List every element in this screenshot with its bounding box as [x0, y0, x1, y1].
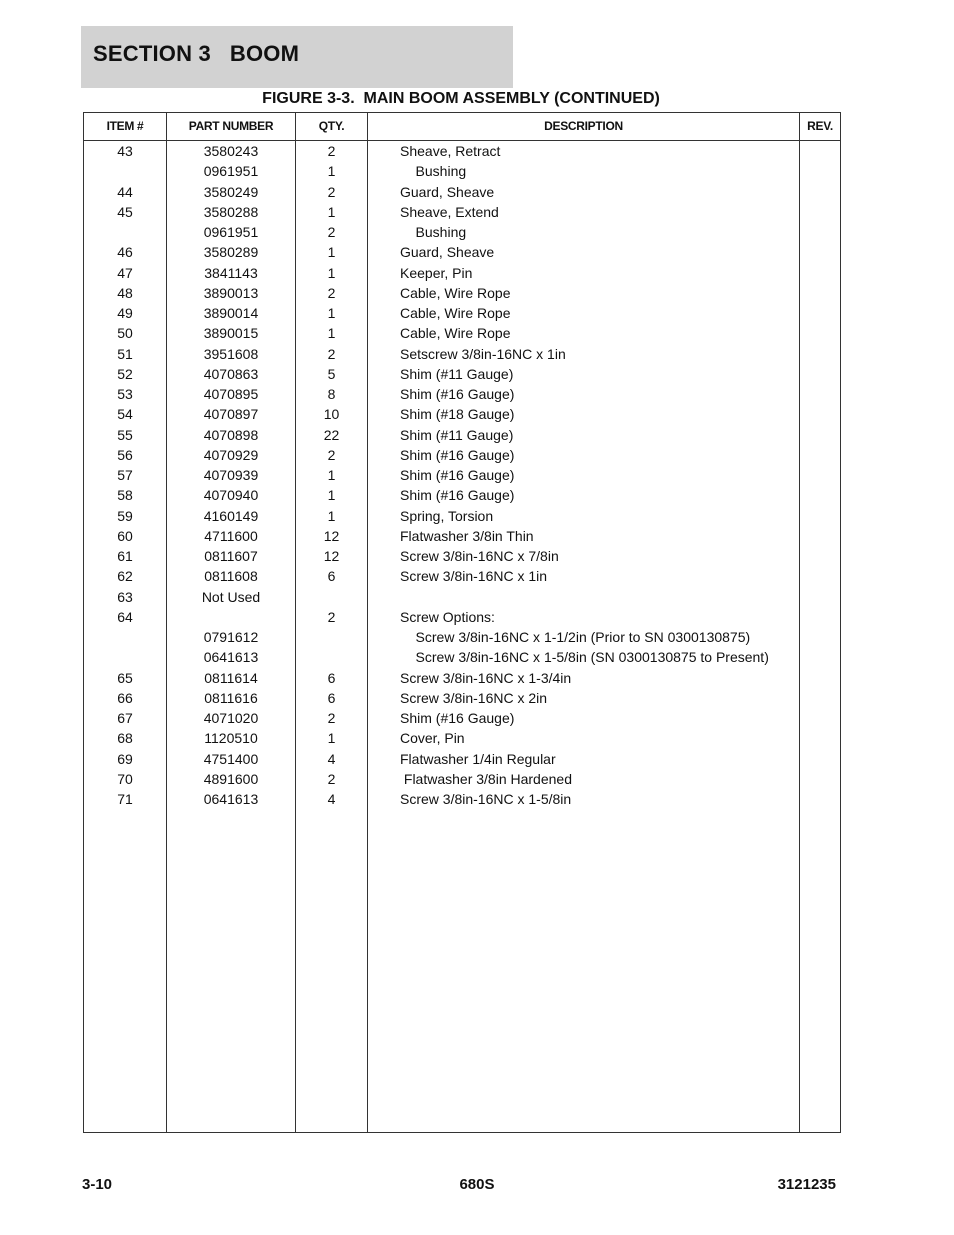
part-number-cell: 4160149: [203, 507, 259, 524]
part-number-cell: 1120510: [204, 730, 258, 747]
table-row: [84, 566, 840, 586]
item-number-cell: [84, 222, 166, 242]
description-cell: Screw 3/8in-16NC x 7/8in: [400, 548, 559, 564]
table-row: [84, 506, 840, 526]
table-row: [84, 303, 840, 323]
item-number-cell: [84, 647, 166, 667]
item-number-cell: 55: [117, 426, 133, 443]
table-row: [84, 364, 840, 384]
table-row: [84, 465, 840, 485]
description-cell: Setscrew 3/8in-16NC x 1in: [400, 345, 566, 362]
item-number-cell: 53: [117, 386, 133, 402]
quantity-cell: 1: [327, 467, 336, 483]
part-number-cell: 0811607: [204, 548, 258, 564]
quantity-cell: 2: [327, 284, 336, 301]
part-number-cell: 0811616: [204, 689, 258, 706]
description-cell: Cable, Wire Rope: [400, 284, 511, 301]
part-number-cell: 3580288: [203, 203, 259, 220]
part-number-cell: 4070895: [203, 386, 259, 402]
revision-cell: [800, 263, 840, 283]
revision-cell: [800, 425, 840, 445]
revision-cell: [800, 485, 840, 505]
part-number-cell: Not Used: [201, 588, 261, 605]
revision-cell: [800, 668, 840, 688]
revision-cell: [800, 506, 840, 526]
description-cell: Keeper, Pin: [400, 264, 473, 281]
quantity-cell: 2: [327, 710, 336, 726]
table-row: [84, 141, 840, 161]
part-number-cell: 0961951: [203, 163, 259, 180]
column-header-rev: REV.: [807, 119, 833, 133]
item-number-cell: 56: [117, 446, 133, 463]
revision-cell: [800, 688, 840, 708]
model-name: 680S: [459, 1176, 495, 1193]
description-cell: Shim (#16 Gauge): [400, 487, 515, 504]
quantity-cell: 10: [323, 406, 340, 423]
quantity-cell: 12: [323, 527, 340, 544]
item-number-cell: 67: [117, 710, 133, 726]
quantity-cell: 2: [327, 770, 336, 787]
part-number-cell: 0811614: [204, 669, 258, 686]
quantity-cell: 2: [327, 224, 336, 240]
description-cell: Bushing: [400, 163, 467, 180]
table-row: [84, 749, 840, 769]
description-cell: Guard, Sheave: [400, 244, 495, 261]
table-row: [84, 263, 840, 283]
description-cell: Screw 3/8in-16NC x 2in: [400, 689, 548, 706]
item-number-cell: 66: [117, 689, 133, 706]
item-number-cell: 50: [117, 325, 133, 342]
item-number-cell: [84, 161, 166, 181]
item-number-cell: 60: [117, 527, 133, 544]
item-number-cell: 49: [117, 305, 133, 321]
revision-cell: [800, 546, 840, 566]
description-cell: Flatwasher 1/4in Regular: [400, 750, 556, 767]
table-row: [84, 242, 840, 262]
description-cell: Flatwasher 3/8in Hardened: [400, 770, 572, 787]
quantity-cell: 2: [327, 446, 336, 463]
table-row: [84, 668, 840, 688]
item-number-cell: 45: [117, 203, 133, 220]
quantity-cell: [296, 647, 367, 667]
quantity-cell: 8: [327, 386, 336, 402]
quantity-cell: 6: [327, 689, 336, 706]
table-header: [84, 113, 840, 141]
quantity-cell: [296, 587, 367, 607]
revision-cell: [800, 566, 840, 586]
table-row: [84, 769, 840, 789]
description-cell: Screw 3/8in-16NC x 1-3/4in: [400, 669, 572, 686]
item-number-cell: 68: [117, 730, 133, 747]
column-header-item: ITEM #: [106, 119, 144, 133]
quantity-cell: 1: [327, 163, 336, 180]
item-number-cell: 58: [117, 487, 133, 504]
part-number-cell: 4070929: [203, 446, 259, 463]
description-cell: Shim (#16 Gauge): [400, 386, 515, 402]
revision-cell: [800, 141, 840, 161]
description-cell: Screw Options:: [400, 608, 495, 625]
column-header-part-number: PART NUMBER: [188, 119, 274, 133]
quantity-cell: 1: [327, 325, 336, 342]
description-cell: Shim (#11 Gauge): [400, 365, 514, 382]
quantity-cell: 2: [327, 143, 336, 159]
table-row: [84, 344, 840, 364]
item-number-cell: 71: [117, 791, 133, 807]
item-number-cell: 43: [117, 143, 133, 159]
description-cell: Screw 3/8in-16NC x 1in: [400, 568, 548, 585]
revision-cell: [800, 303, 840, 323]
parts-table: [83, 112, 841, 1133]
description-cell: [400, 587, 800, 607]
revision-cell: [800, 465, 840, 485]
revision-cell: [800, 607, 840, 627]
revision-cell: [800, 445, 840, 465]
part-number-cell: 4070897: [203, 406, 259, 423]
item-number-cell: 51: [117, 345, 133, 362]
quantity-cell: 5: [327, 365, 336, 382]
quantity-cell: 1: [327, 487, 336, 504]
item-number-cell: 44: [117, 183, 133, 200]
revision-cell: [800, 202, 840, 222]
revision-cell: [800, 789, 840, 809]
table-row: [84, 222, 840, 242]
description-cell: Bushing: [400, 224, 467, 240]
revision-cell: [800, 344, 840, 364]
quantity-cell: 4: [327, 750, 336, 767]
item-number-cell: 47: [117, 264, 133, 281]
description-cell: Shim (#16 Gauge): [400, 446, 515, 463]
item-number-cell: 63: [117, 588, 133, 605]
quantity-cell: 2: [327, 345, 336, 362]
table-row: [84, 283, 840, 303]
table-row: [84, 485, 840, 505]
part-number-cell: 0641613: [203, 649, 259, 666]
description-cell: Shim (#18 Gauge): [400, 406, 515, 423]
table-row: [84, 404, 840, 424]
column-header-description: DESCRIPTION: [544, 119, 623, 133]
part-number-cell: 3841143: [204, 264, 258, 281]
description-cell: Spring, Torsion: [400, 507, 494, 524]
part-number-cell: 0961951: [203, 224, 259, 240]
table-row: [84, 161, 840, 181]
part-number-cell: 3580249: [203, 183, 259, 200]
part-number-cell: 0641613: [203, 791, 259, 807]
description-cell: Sheave, Extend: [400, 203, 499, 220]
quantity-cell: 1: [327, 507, 336, 524]
description-cell: Cable, Wire Rope: [400, 305, 511, 321]
revision-cell: [800, 647, 840, 667]
revision-cell: [800, 769, 840, 789]
part-number-cell: 3580289: [203, 244, 259, 261]
description-cell: Shim (#16 Gauge): [400, 710, 515, 726]
quantity-cell: 1: [327, 244, 336, 261]
revision-cell: [800, 384, 840, 404]
part-number-cell: 4070863: [203, 365, 259, 382]
table-row: [84, 647, 840, 667]
table-row: [84, 202, 840, 222]
table-row: [84, 607, 840, 627]
revision-cell: [800, 526, 840, 546]
part-number-cell: 3890014: [203, 305, 259, 321]
item-number-cell: 54: [117, 406, 133, 423]
description-cell: Guard, Sheave: [400, 183, 495, 200]
table-row: [84, 587, 840, 607]
revision-cell: [800, 749, 840, 769]
quantity-cell: 2: [327, 183, 336, 200]
table-row: [84, 182, 840, 202]
table-row: [84, 627, 840, 647]
quantity-cell: 4: [327, 791, 336, 807]
part-number-cell: 3951608: [203, 345, 259, 362]
revision-cell: [800, 404, 840, 424]
description-cell: Shim (#16 Gauge): [400, 467, 515, 483]
quantity-cell: [296, 627, 367, 647]
description-cell: Screw 3/8in-16NC x 1-1/2in (Prior to SN 0300130875): [400, 629, 751, 645]
description-cell: Flatwasher 3/8in Thin: [400, 527, 534, 544]
quantity-cell: 2: [327, 608, 336, 625]
part-number-cell: 4070898: [203, 426, 259, 443]
item-number-cell: 59: [117, 507, 133, 524]
part-number-cell: 4071020: [203, 710, 259, 726]
part-number-cell: 4891600: [203, 770, 259, 787]
item-number-cell: 48: [117, 284, 133, 301]
quantity-cell: 1: [327, 264, 336, 281]
quantity-cell: 6: [327, 669, 336, 686]
column-header-qty: QTY.: [318, 119, 345, 133]
part-number-cell: [167, 607, 295, 627]
table-row: [84, 323, 840, 343]
page-number: 3-10: [82, 1176, 113, 1193]
quantity-cell: 12: [323, 548, 340, 564]
item-number-cell: 61: [117, 548, 133, 564]
item-number-cell: 64: [117, 608, 133, 625]
revision-cell: [800, 627, 840, 647]
table-row: [84, 425, 840, 445]
table-row: [84, 789, 840, 809]
part-number-cell: 3890015: [203, 325, 259, 342]
section-title: SECTION 3 BOOM: [93, 41, 300, 66]
item-number-cell: 69: [117, 750, 133, 767]
part-number-cell: 3580243: [203, 143, 259, 159]
item-number-cell: [84, 627, 166, 647]
item-number-cell: 70: [117, 770, 133, 787]
part-number-cell: 4070939: [203, 467, 259, 483]
part-number-cell: 0811608: [204, 568, 258, 585]
figure-title: FIGURE 3-3. MAIN BOOM ASSEMBLY (CONTINUED): [262, 90, 660, 107]
description-cell: Shim (#11 Gauge): [400, 426, 514, 443]
part-number-cell: 0791612: [203, 629, 259, 645]
description-cell: Cable, Wire Rope: [400, 325, 511, 342]
revision-cell: [800, 728, 840, 748]
table-row: [84, 688, 840, 708]
quantity-cell: 1: [327, 730, 336, 747]
revision-cell: [800, 587, 840, 607]
item-number-cell: 62: [117, 568, 133, 585]
table-row: [84, 384, 840, 404]
document-number: 3121235: [777, 1176, 836, 1193]
description-cell: Screw 3/8in-16NC x 1-5/8in (SN 0300130875 to Present): [400, 649, 769, 666]
revision-cell: [800, 161, 840, 181]
table-row: [84, 526, 840, 546]
description-cell: Screw 3/8in-16NC x 1-5/8in: [400, 791, 572, 807]
item-number-cell: 46: [117, 244, 133, 261]
description-cell: Cover, Pin: [400, 730, 465, 747]
revision-cell: [800, 283, 840, 303]
description-cell: Sheave, Retract: [400, 143, 501, 159]
section-banner: [81, 26, 513, 88]
revision-cell: [800, 364, 840, 384]
revision-cell: [800, 182, 840, 202]
quantity-cell: 6: [327, 568, 336, 585]
part-number-cell: 3890013: [203, 284, 259, 301]
quantity-cell: 22: [323, 426, 340, 443]
quantity-cell: 1: [327, 305, 336, 321]
part-number-cell: 4711600: [204, 527, 258, 544]
table-row: [84, 728, 840, 748]
item-number-cell: 65: [117, 669, 133, 686]
table-row: [84, 708, 840, 728]
revision-cell: [800, 222, 840, 242]
revision-cell: [800, 323, 840, 343]
part-number-cell: 4070940: [203, 487, 259, 504]
part-number-cell: 4751400: [203, 750, 259, 767]
quantity-cell: 1: [327, 203, 336, 220]
item-number-cell: 52: [117, 365, 133, 382]
table-row: [84, 546, 840, 566]
revision-cell: [800, 708, 840, 728]
table-row: [84, 445, 840, 465]
revision-cell: [800, 242, 840, 262]
item-number-cell: 57: [117, 467, 133, 483]
